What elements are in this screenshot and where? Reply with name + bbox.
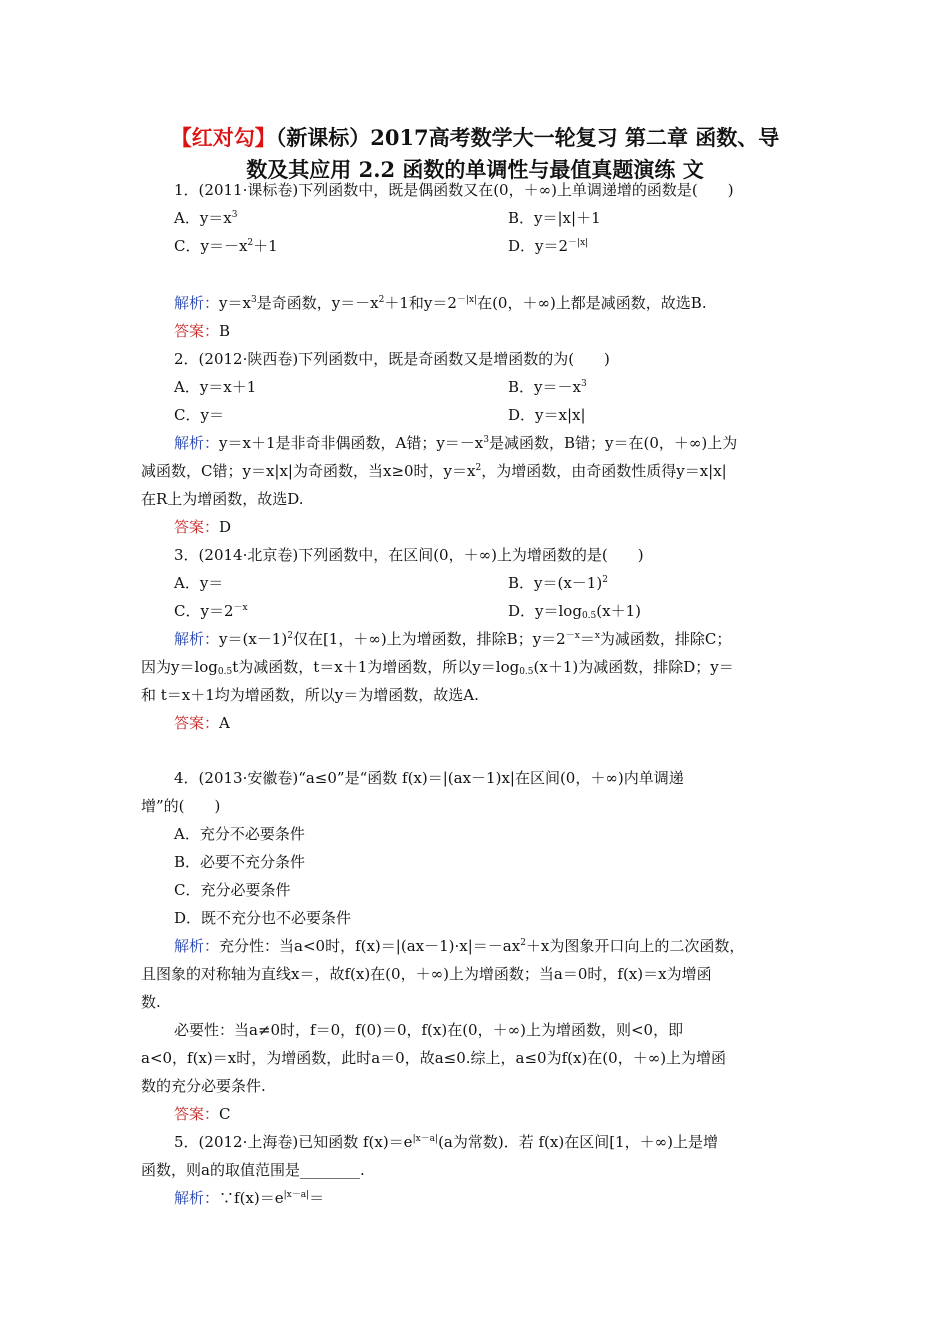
q2-option-d: D．y＝x|x| [508, 406, 586, 424]
q3-analysis-line1: 解析：$y=(x-1)^2$仅在[1，＋∞)上为增函数，排除B；$y=2^{-x}=^x$为减函数，排除C； [174, 630, 732, 648]
q1-stem: 1．(2011·课标卷)下列函数中，既是偶函数又在(0，＋∞)上单调递增的函数是( ) [174, 181, 734, 199]
q5-analysis: 解析：$\because f(x)=e^{|x-a|}=$ [174, 1189, 325, 1207]
q2-stem: 2．(2012·陕西卷)下列函数中，既是奇函数又是增函数的为( ) [174, 350, 610, 368]
q4-necessity-line3: 数的充分必要条件. [141, 1077, 266, 1095]
analysis-label: 解析： [174, 1189, 220, 1207]
answer-label: 答案： [174, 1105, 220, 1123]
q4-necessity-line1: 必要性：当a≠0时，f＝0，f(0)＝0，f(x)在(0，＋∞)上为增函数，则<0，即 [174, 1021, 684, 1039]
q3-answer: 答案：A [174, 714, 230, 732]
q3-analysis-line3: 和 t＝x＋1均为增函数，所以y＝为增函数，故选A. [141, 686, 479, 704]
q2-analysis-line3: 在R上为增函数，故选D. [141, 490, 304, 508]
title-brand: 【红对勾】 [170, 125, 276, 150]
q5-stem-line1: 5．(2012·上海卷)已知函数 $f(x)=e^{|x-a|}(a$为常数)．若 f(x)在区间[1，＋∞)上是增 [174, 1133, 718, 1151]
q4-answer: 答案：C [174, 1105, 231, 1123]
q1-option-a: A．$y=x^3$ [174, 209, 238, 227]
q3-option-b: B．$y=(x-1)^2$ [508, 574, 608, 592]
q2-analysis-line1: 解析：y＝x＋1是非奇非偶函数，A错；$y=-x^3$是减函数，B错；y＝在(0，＋∞)上为 [174, 434, 738, 452]
q1-option-b: B．y＝|x|＋1 [508, 209, 601, 227]
q4-stem-line2: 增”的( ) [141, 797, 221, 815]
title-line1: （新课标）2017高考数学大一轮复习 第二章 函数、导 [275, 125, 780, 150]
q5-stem-line2: 函数，则a的取值范围是________. [141, 1161, 365, 1179]
title-line2: 数及其应用 2.2 函数的单调性与最值真题演练 文 [246, 157, 704, 182]
q3-option-c: C．$y=2^{-x}$ [174, 602, 248, 620]
analysis-label: 解析： [174, 434, 220, 452]
q4-analysis-line2: 且图象的对称轴为直线x＝，故f(x)在(0，＋∞)上为增函数；当a＝0时，f(x)＝x为增函 [141, 965, 712, 983]
q4-analysis-line3: 数. [141, 993, 161, 1011]
answer-label: 答案： [174, 322, 220, 340]
analysis-label: 解析： [174, 294, 220, 312]
answer-label: 答案： [174, 714, 220, 732]
q1-option-d: D．$y=2^{-|x|}$ [508, 237, 589, 255]
q1-option-c: C．$y=-x^2+1$ [174, 237, 278, 255]
q2-answer: 答案：D [174, 518, 232, 536]
document-title [120, 122, 830, 186]
q1-analysis: 解析：$y=x^3$是奇函数，$y=-x^2+1$和$y=2^{-|x|}$在(0，＋∞)上都是减函数，故选B. [174, 294, 707, 312]
q4-option-c: C．充分必要条件 [174, 881, 291, 899]
q3-stem: 3．(2014·北京卷)下列函数中，在区间(0，＋∞)上为增函数的是( ) [174, 546, 644, 564]
q4-option-b: B．必要不充分条件 [174, 853, 306, 871]
q2-analysis-line2: 减函数，C错；y＝x|x|为奇函数，当x≥0时，$y=x^2$，为增函数，由奇函数性质得y＝x|x| [141, 462, 727, 480]
analysis-label: 解析： [174, 937, 220, 955]
q4-stem-line1: 4．(2013·安徽卷)“a≤0”是“函数 f(x)＝|(ax－1)x|在区间(0，＋∞)内单调递 [174, 769, 684, 787]
q3-option-d: D．$y=\log_{0.5}(x+1)$ [508, 602, 641, 621]
q4-option-a: A．充分不必要条件 [174, 825, 305, 843]
q3-analysis-line2: 因为$y=\log_{0.5}t$为减函数，t＝x＋1为增函数，所以$y=\log_{0.5}(x+1)$为减函数，排除D；y＝ [141, 658, 734, 677]
q2-option-c: C．y＝ [174, 406, 224, 424]
q4-option-d: D．既不充分也不必要条件 [174, 909, 352, 927]
q2-option-a: A．y＝x＋1 [174, 378, 257, 396]
analysis-label: 解析： [174, 630, 220, 648]
q4-analysis-line1: 解析：充分性：当a<0时，$f(x)=|(ax-1)\cdot x|=-ax^2+x$为图象开口向上的二次函数， [174, 937, 745, 955]
q3-option-a: A．y＝ [174, 574, 224, 592]
q2-option-b: B．$y=-x^3$ [508, 378, 587, 396]
q4-necessity-line2: a<0，f(x)＝x时，为增函数，此时a＝0，故a≤0.综上，a≤0为f(x)在(0，＋∞)上为增函 [141, 1049, 727, 1067]
answer-label: 答案： [174, 518, 220, 536]
q1-answer: 答案：B [174, 322, 231, 340]
